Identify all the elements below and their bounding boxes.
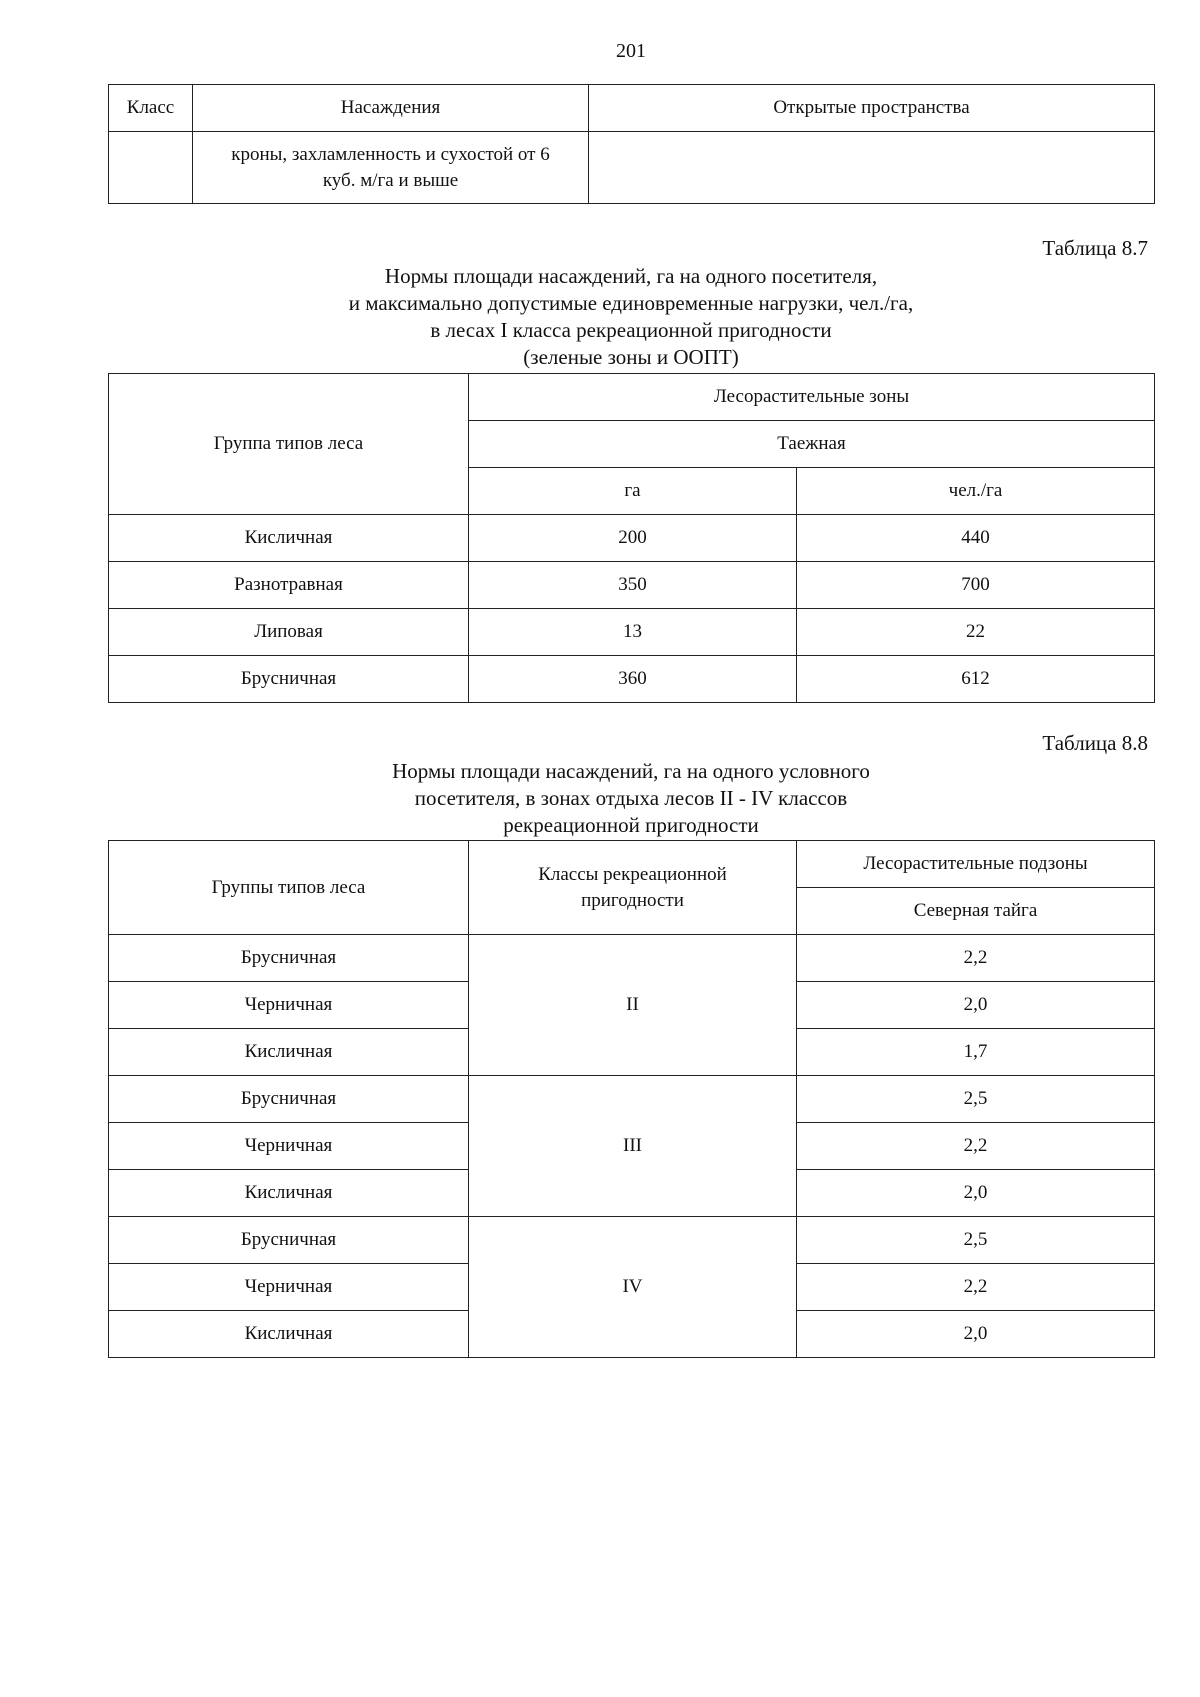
title-line: (зеленые зоны и ООПТ) xyxy=(523,345,739,369)
table-row xyxy=(109,132,1155,204)
cell-load: 440 xyxy=(797,515,1155,562)
continued-table xyxy=(108,84,1155,204)
header-load: чел./га xyxy=(797,468,1155,515)
cell-class: IV xyxy=(469,1217,797,1358)
table-header-row xyxy=(109,374,1155,421)
header-forest-subzones: Лесорастительные подзоны xyxy=(797,841,1155,888)
cell-class: II xyxy=(469,935,797,1076)
table-row xyxy=(109,515,1155,562)
cell-group: Кисличная xyxy=(109,1170,469,1217)
cell-value: 2,2 xyxy=(797,935,1155,982)
cell-load: 22 xyxy=(797,609,1155,656)
cell-open-spaces xyxy=(589,132,1155,204)
cell-group: Брусничная xyxy=(109,935,469,982)
cell-group: Брусничная xyxy=(109,1217,469,1264)
table-row xyxy=(109,656,1155,703)
cell-plantings xyxy=(193,132,589,204)
table-8-8-number: Таблица 8.8 xyxy=(1042,731,1148,755)
cell-plantings-line: куб. м/га и выше xyxy=(322,169,459,191)
title-line: и максимально допустимые единовременные нагрузки, чел./га, xyxy=(348,291,914,315)
header-forest-zones: Лесорастительные зоны xyxy=(469,374,1155,421)
cell-group: Брусничная xyxy=(109,1076,469,1123)
cell-value: 2,5 xyxy=(797,1217,1155,1264)
title-line: в лесах I класса рекреационной пригодности xyxy=(430,318,832,342)
cell-plantings-line: кроны, захламленность и сухостой от 6 xyxy=(231,143,550,165)
table-header-row xyxy=(109,85,1155,132)
title-line: рекреационной пригодности xyxy=(503,813,759,837)
title-line: Нормы площади насаждений, га на одного посетителя, xyxy=(384,264,878,288)
page-number: 201 xyxy=(616,40,646,62)
cell-value: 2,0 xyxy=(797,1170,1155,1217)
cell-value: 2,0 xyxy=(797,982,1155,1029)
table-8-7-number: Таблица 8.7 xyxy=(1042,236,1148,260)
cell-group: Кисличная xyxy=(109,515,469,562)
cell-value: 2,0 xyxy=(797,1311,1155,1358)
table-row xyxy=(109,1076,1155,1123)
cell-value: 2,2 xyxy=(797,1264,1155,1311)
table-row xyxy=(109,609,1155,656)
title-line: посетителя, в зонах отдыха лесов II - IV классов xyxy=(414,786,848,810)
table-row xyxy=(109,935,1155,982)
cell-class: III xyxy=(469,1076,797,1217)
table-8-8 xyxy=(108,840,1155,1358)
table-row xyxy=(109,1217,1155,1264)
cell-group: Брусничная xyxy=(109,656,469,703)
header-plantings: Насаждения xyxy=(193,85,589,132)
title-line: Нормы площади насаждений, га на одного условного xyxy=(392,759,870,783)
cell-load: 700 xyxy=(797,562,1155,609)
header-open-spaces: Открытые пространства xyxy=(589,85,1155,132)
cell-class xyxy=(109,132,193,204)
header-line: Классы рекреационной xyxy=(538,863,727,885)
cell-value: 2,2 xyxy=(797,1123,1155,1170)
header-forest-type-groups: Группы типов леса xyxy=(109,841,469,935)
header-forest-type-group: Группа типов леса xyxy=(109,374,469,515)
table-row xyxy=(109,562,1155,609)
cell-ha: 13 xyxy=(469,609,797,656)
header-recreation-classes xyxy=(469,841,797,935)
header-taiga: Таежная xyxy=(469,421,1155,468)
cell-load: 612 xyxy=(797,656,1155,703)
table-8-7 xyxy=(108,373,1155,703)
table-8-8-title xyxy=(108,758,1154,839)
cell-value: 1,7 xyxy=(797,1029,1155,1076)
header-ha: га xyxy=(469,468,797,515)
cell-ha: 350 xyxy=(469,562,797,609)
cell-group: Кисличная xyxy=(109,1029,469,1076)
cell-group: Кисличная xyxy=(109,1311,469,1358)
cell-ha: 360 xyxy=(469,656,797,703)
cell-value: 2,5 xyxy=(797,1076,1155,1123)
cell-group: Черничная xyxy=(109,1123,469,1170)
table-header-row xyxy=(109,841,1155,888)
cell-group: Черничная xyxy=(109,1264,469,1311)
header-line: пригодности xyxy=(581,889,684,911)
cell-group: Липовая xyxy=(109,609,469,656)
cell-group: Черничная xyxy=(109,982,469,1029)
table-8-7-title xyxy=(108,263,1154,371)
cell-ha: 200 xyxy=(469,515,797,562)
header-class: Класс xyxy=(109,85,193,132)
header-northern-taiga: Северная тайга xyxy=(797,888,1155,935)
cell-group: Разнотравная xyxy=(109,562,469,609)
